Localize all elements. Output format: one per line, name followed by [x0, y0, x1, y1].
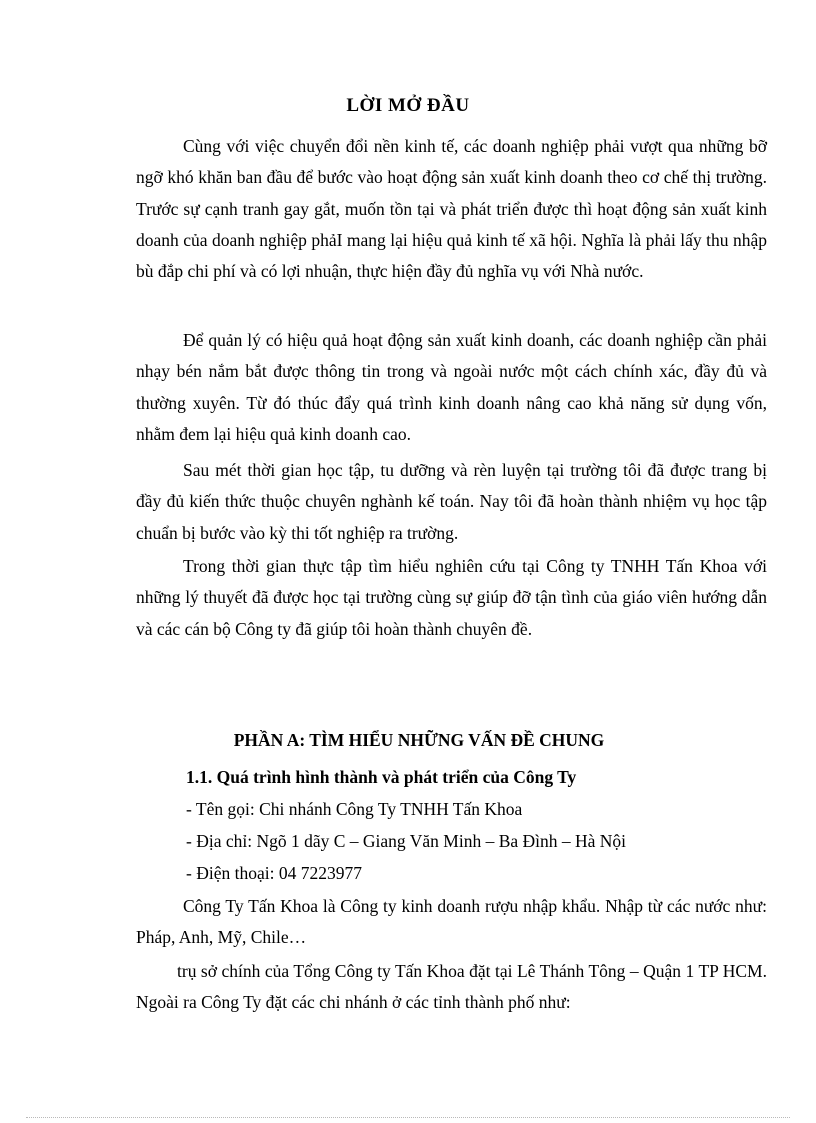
section-heading: PHẦN A: TÌM HIỂU NHỮNG VẤN ĐỀ CHUNG: [233, 730, 605, 750]
company-name-line: - Tên gọi: Chi nhánh Công Ty TNHH Tấn Khoa: [186, 799, 523, 819]
company-address-line: - Địa chỉ: Ngõ 1 dãy C – Giang Văn Minh – Ba Đình – Hà Nội: [186, 831, 627, 851]
intro-paragraph-3: Sau mét thời gian học tập, tu dưỡng và rèn luyện tại trường tôi đã được trang bị đầy đủ kiến thức thuộc chuyên nghành kế toán. Nay tôi đã hoàn thành nhiệm vụ học tập chuẩn bị bước vào kỳ thi tốt nghiệp ra trường.: [136, 460, 767, 543]
intro-paragraph-4: Trong thời gian thực tập tìm hiểu nghiên cứu tại Công ty TNHH Tấn Khoa với những lý thuyết đã được học tại trường cùng sự giúp đỡ tận tình của giáo viên hướng dẫn và các cán bộ Công ty đã giúp tôi hoàn thành chuyên đề.: [136, 556, 767, 639]
page-title: LỜI MỞ ĐẦU: [346, 95, 470, 116]
page-footer-divider: [26, 1117, 790, 1118]
body-paragraph-2: trụ sở chính của Tổng Công ty Tấn Khoa đặt tại Lê Thánh Tông – Quận 1 TP HCM. Ngoài ra Công Ty đặt các chi nhánh ở các tỉnh thành phố như:: [136, 961, 767, 1013]
company-phone-line: - Điện thoại: 04 7223977: [186, 863, 362, 883]
intro-paragraph-2: Để quản lý có hiệu quả hoạt động sản xuất kinh doanh, các doanh nghiệp cần phải nhạy bén nắm bắt được thông tin trong và ngoài nước một cách chính xác, đầy đủ và thường xuyên. Từ đó thúc đẩy quá trình kinh doanh nâng cao khả năng sử dụng vốn, nhằm đem lại hiệu quả kinh doanh cao.: [136, 330, 767, 444]
intro-paragraph-1: Cùng với việc chuyển đổi nền kinh tế, các doanh nghiệp phải vượt qua những bỡ ngỡ khó khăn ban đầu để bước vào hoạt động sản xuất kinh doanh theo cơ chế thị trường. Trước sự cạnh tranh gay gắt, muốn tồn tại và phát triển được thì hoạt động sản xuất kinh doanh của doanh nghiệp phảI mang lại hiệu quả kinh tế xã hội. Nghĩa là phải lấy thu nhập bù đắp chi phí và có lợi nhuận, thực hiện đầy đủ nghĩa vụ với Nhà nước.: [136, 136, 767, 282]
body-paragraph-1: Công Ty Tấn Khoa là Công ty kinh doanh rượu nhập khẩu. Nhập từ các nước như: Pháp, Anh, Mỹ, Chile…: [136, 896, 767, 948]
subsection-heading: 1.1. Quá trình hình thành và phát triển của Công Ty: [186, 767, 577, 787]
